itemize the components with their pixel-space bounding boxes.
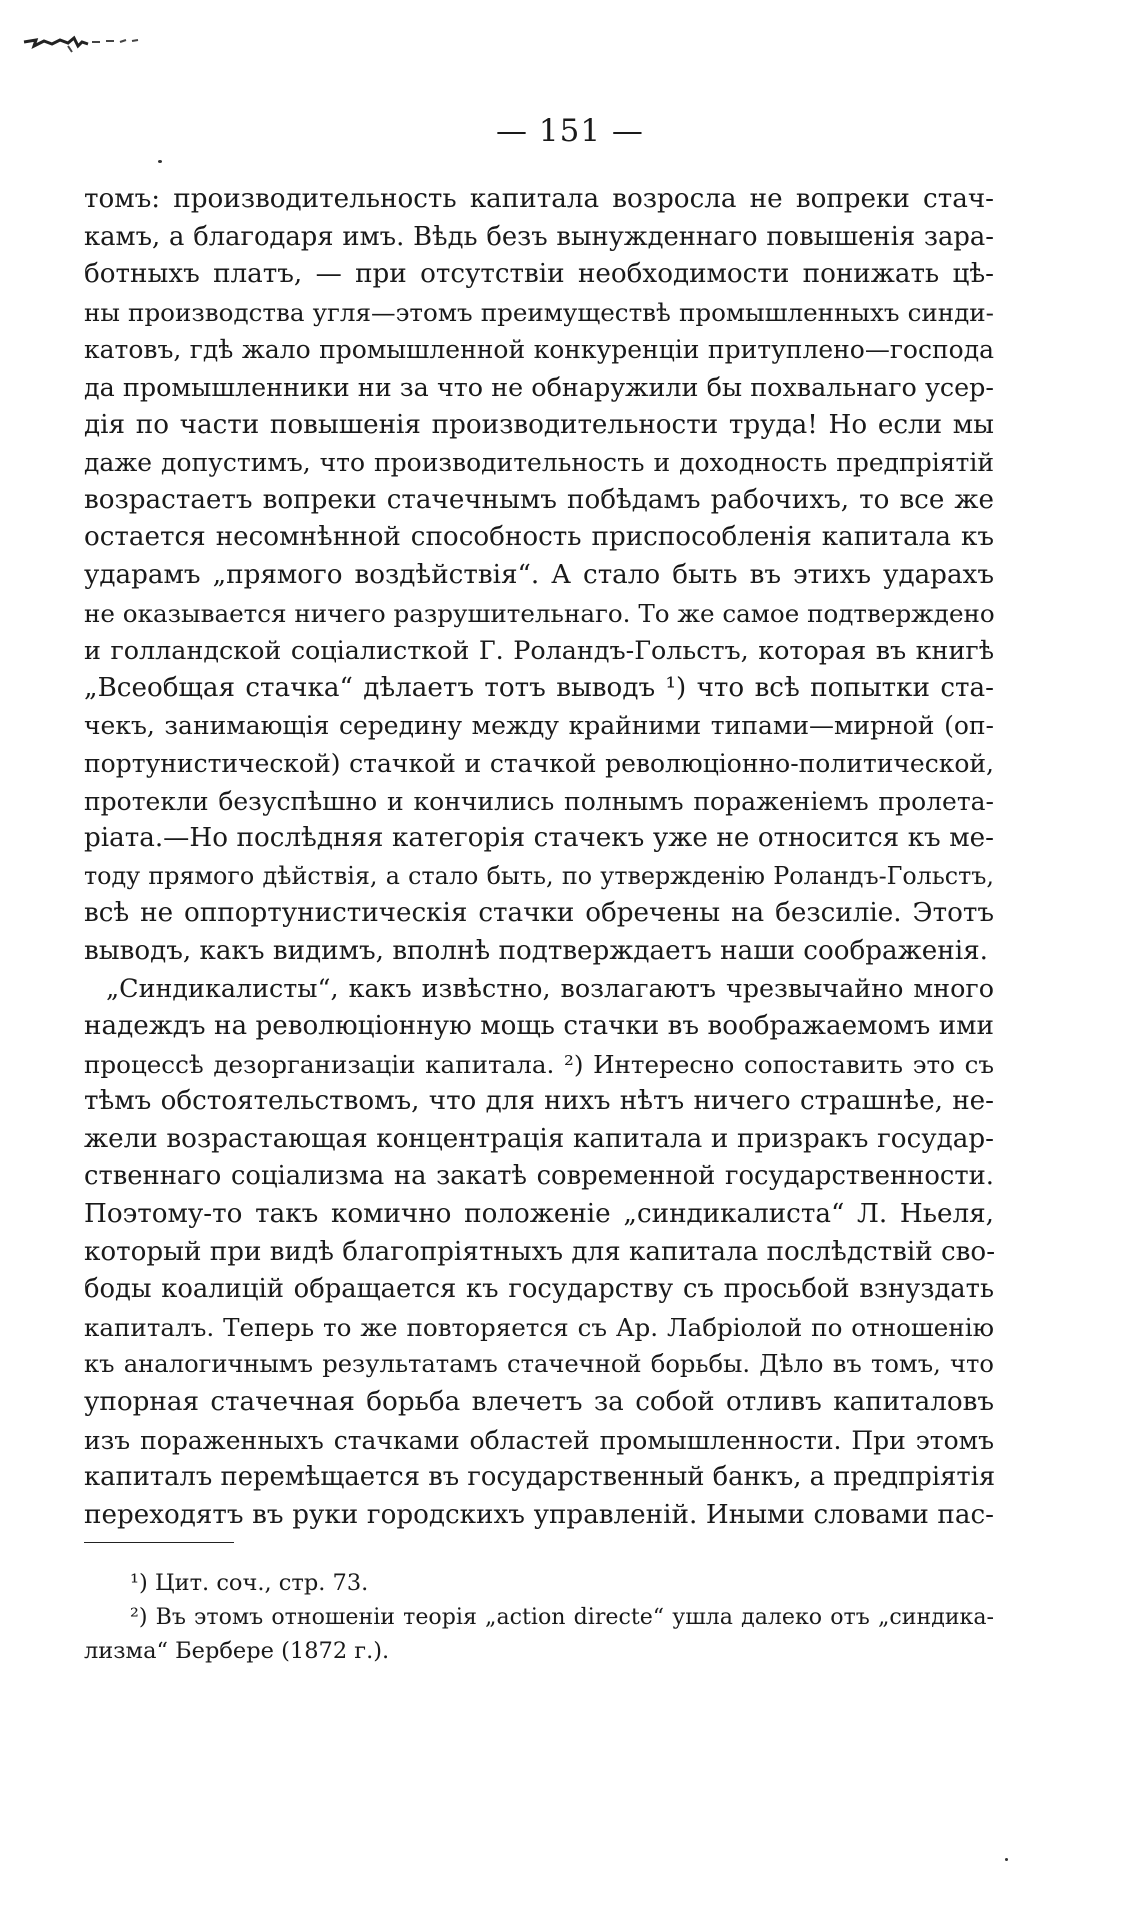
body-line-11: ударамъ „прямого воздѣйствія“. А стало быть въ этихъ ударахъ — [84, 559, 994, 590]
body-line-35: капиталъ перемѣщается въ государственный банкъ, а предпріятія — [84, 1462, 996, 1493]
footnote-2-continued: лизма“ Бербере (1872 г.). — [84, 1638, 390, 1664]
body-line-36: переходятъ въ руки городскихъ управленій. Иными словами пас- — [84, 1499, 994, 1530]
body-line-23: надеждъ на революціонную мощь стачки въ воображаемомъ ими — [84, 1011, 994, 1042]
body-line-20: всѣ не оппортунистическія стачки обречены на безсиліе. Этотъ — [84, 898, 994, 929]
scan-artifact-mark — [22, 32, 142, 54]
footnote-divider — [84, 1542, 234, 1543]
body-line-1: томъ: производительность капитала возросла не вопреки стач- — [84, 184, 994, 214]
body-text — [84, 181, 994, 1534]
footnotes — [84, 1566, 994, 1668]
footnote-1: ¹) Цит. соч., стр. 73. — [130, 1570, 369, 1596]
body-line-31: капиталъ. Теперь то же повторяется съ Ар. Лабріолой по отношенію — [84, 1312, 994, 1342]
body-line-7: дія по части повышенія производительности труда! Но если мы — [84, 409, 994, 440]
body-line-18: ріата.—Но послѣдняя категорія стачекъ уже не относится къ ме- — [84, 823, 994, 854]
page-number: — 151 — — [496, 113, 644, 149]
body-line-10: остается несомнѣнной способность приспособленія капитала къ — [84, 522, 994, 553]
body-line-8: даже допустимъ, что производительность и доходность предпріятій — [84, 448, 994, 478]
body-line-25: тѣмъ обстоятельствомъ, что для нихъ нѣтъ ничего страшнѣе, не- — [84, 1086, 994, 1117]
body-line-32: къ аналогичнымъ результатамъ стачечной борьбы. Дѣло въ томъ, что — [84, 1350, 994, 1379]
body-line-5: катовъ, гдѣ жало промышленной конкуренціи притуплено—господа — [84, 335, 994, 365]
body-line-34: изъ пораженныхъ стачками областей промышленности. При этомъ — [84, 1425, 994, 1455]
body-line-4: ны производства угля—этомъ преимуществѣ промышленныхъ синди- — [84, 297, 994, 327]
body-line-2: камъ, а благодаря имъ. Вѣдь безъ вынужденнаго повышенія зара- — [84, 221, 994, 252]
body-line-6: да промышленники ни за что не обнаружили бы похвальнаго усер- — [84, 371, 994, 402]
body-line-19: тоду прямого дѣйствія, а стало быть, по утвержденію Роландъ-Гольстъ, — [84, 861, 994, 890]
body-line-13: и голландской соціалисткой Г. Роландъ-Гольстъ, которая въ книгѣ — [84, 635, 994, 666]
body-line-22: „Синдикалисты“, какъ извѣстно, возлагаютъ чрезвычайно много — [106, 973, 994, 1004]
footnote-2: ²) Въ этомъ отношеніи теорія „action directe“ ушла далеко отъ „синдика- — [130, 1604, 994, 1630]
body-line-24: процессѣ дезорганизаціи капитала. ²) Интересно сопоставить это съ — [84, 1049, 994, 1079]
body-line-30: боды коалицій обращается къ государству съ просьбой взнуздать — [84, 1274, 994, 1305]
body-line-26: жели возрастающая концентрація капитала и призракъ государ- — [84, 1123, 994, 1154]
body-line-29: который при видѣ благопріятныхъ для капитала послѣдствій сво- — [84, 1236, 996, 1267]
body-line-27: ственнаго соціализма на закатѣ современной государственности. — [84, 1161, 994, 1192]
body-line-12: не оказывается ничего разрушительнаго. То же самое подтверждено — [84, 598, 995, 628]
body-line-15: чекъ, занимающія середину между крайними типами—мирной (оп- — [84, 711, 994, 741]
body-line-14: „Всеобщая стачка“ дѣлаетъ тотъ выводъ ¹) что всѣ попытки ста- — [84, 672, 994, 703]
body-line-17: протекли безуспѣшно и кончились полнымъ пораженіемъ пролета- — [84, 786, 994, 816]
body-line-33: упорная стачечная борьба влечетъ за собой отливъ капиталовъ — [84, 1387, 994, 1417]
scan-speck — [1005, 1858, 1008, 1861]
body-line-16: портунистической) стачкой и стачкой революціонно-политической, — [84, 748, 994, 778]
scan-speck — [158, 160, 162, 163]
body-line-3: ботныхъ платъ, — при отсутствіи необходимости понижать цѣ- — [84, 259, 994, 290]
body-line-9: возрастаетъ вопреки стачечнымъ побѣдамъ рабочихъ, то все же — [84, 484, 994, 515]
body-line-21: выводъ, какъ видимъ, вполнѣ подтверждаетъ наши соображенія. — [84, 935, 988, 966]
body-line-28: Поэтому-то такъ комично положеніе „синдикалиста“ Л. Ньеля, — [84, 1199, 994, 1230]
